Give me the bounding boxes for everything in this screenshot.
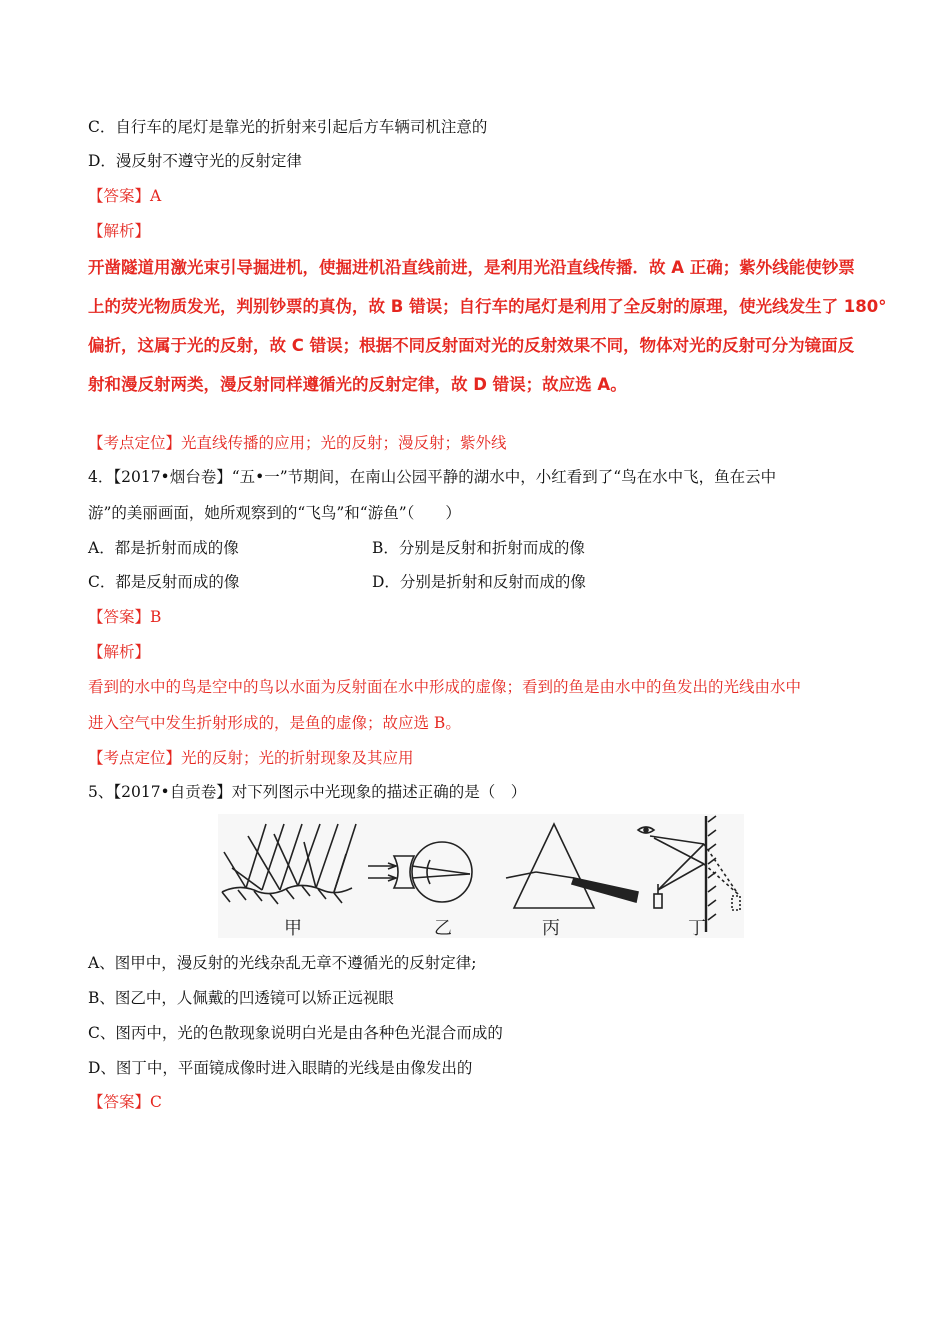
- q3-analysis-line: 开凿隧道用激光束引导掘进机，使掘进机沿直线前进，是利用光沿直线传播．故 A 正确；紫外线能使钞票: [88, 258, 855, 277]
- q5-option-a: A、图甲中，漫反射的光线杂乱无章不遵循光的反射定律;: [88, 954, 477, 972]
- q5-option-c: C、图丙中，光的色散现象说明白光是由各种色光混合而成的: [88, 1024, 503, 1042]
- q3-topic: 【考点定位】光直线传播的应用；光的反射；漫反射；紫外线: [88, 434, 507, 452]
- optics-diagram: [218, 814, 744, 938]
- q4-options-row-2: [88, 572, 688, 592]
- q5-option-b: B、图乙中，人佩戴的凹透镜可以矫正远视眼: [88, 989, 394, 1007]
- q4-option-c: C．都是反射而成的像: [88, 573, 240, 591]
- q3-analysis-line: 偏折，这属于光的反射，故 C 错误；根据不同反射面对光的反射效果不同，物体对光的反射可分为镜面反: [88, 336, 855, 355]
- q4-option-d: D．分别是折射和反射而成的像: [372, 573, 586, 591]
- q4-topic: 【考点定位】光的反射；光的折射现象及其应用: [88, 749, 414, 767]
- figure-label-yi: 乙: [434, 918, 452, 938]
- q5-figure: [218, 814, 744, 938]
- q4-stem-line-1: 4．【2017•烟台卷】“五•一”节期间，在南山公园平静的湖水中，小红看到了“鸟在水中飞，鱼在云中: [88, 468, 777, 486]
- q4-option-b: B．分别是反射和折射而成的像: [372, 539, 585, 557]
- q3-analysis-line: 射和漫反射两类，漫反射同样遵循光的反射定律，故 D 错误；故应选 A。: [88, 375, 627, 394]
- q4-answer: 【答案】B: [88, 608, 162, 626]
- q4-analysis-label: 【解析】: [88, 643, 151, 661]
- q3-option-c: C．自行车的尾灯是靠光的折射来引起后方车辆司机注意的: [88, 118, 488, 136]
- q3-analysis-line: 上的荧光物质发光，判别钞票的真伪，故 B 错误；自行车的尾灯是利用了全反射的原理，使光线发生了 180°: [88, 297, 887, 316]
- figure-label-jia: 甲: [284, 918, 302, 938]
- q3-analysis-label: 【解析】: [88, 222, 151, 240]
- q5-option-d: D、图丁中，平面镜成像时进入眼睛的光线是由像发出的: [88, 1059, 473, 1077]
- q4-options-row-1: [88, 538, 688, 558]
- q5-answer: 【答案】C: [88, 1093, 162, 1111]
- q4-stem-line-2: 游”的美丽画面，她所观察到的“飞鸟”和“游鱼”（ ）: [88, 504, 461, 522]
- figure-label-ding: 丁: [688, 918, 706, 938]
- q4-analysis-line: 进入空气中发生折射形成的，是鱼的虚像；故应选 B。: [88, 714, 461, 732]
- q4-analysis-line: 看到的水中的鸟是空中的鸟以水面为反射面在水中形成的虚像；看到的鱼是由水中的鱼发出的光线由水中: [88, 678, 802, 696]
- q3-option-d: D．漫反射不遵守光的反射定律: [88, 152, 302, 170]
- q5-stem: 5、【2017•自贡卷】对下列图示中光现象的描述正确的是（ ）: [88, 783, 527, 801]
- q3-answer: 【答案】A: [88, 187, 162, 205]
- figure-label-bing: 丙: [542, 918, 560, 938]
- q4-option-a: A．都是折射而成的像: [88, 539, 239, 557]
